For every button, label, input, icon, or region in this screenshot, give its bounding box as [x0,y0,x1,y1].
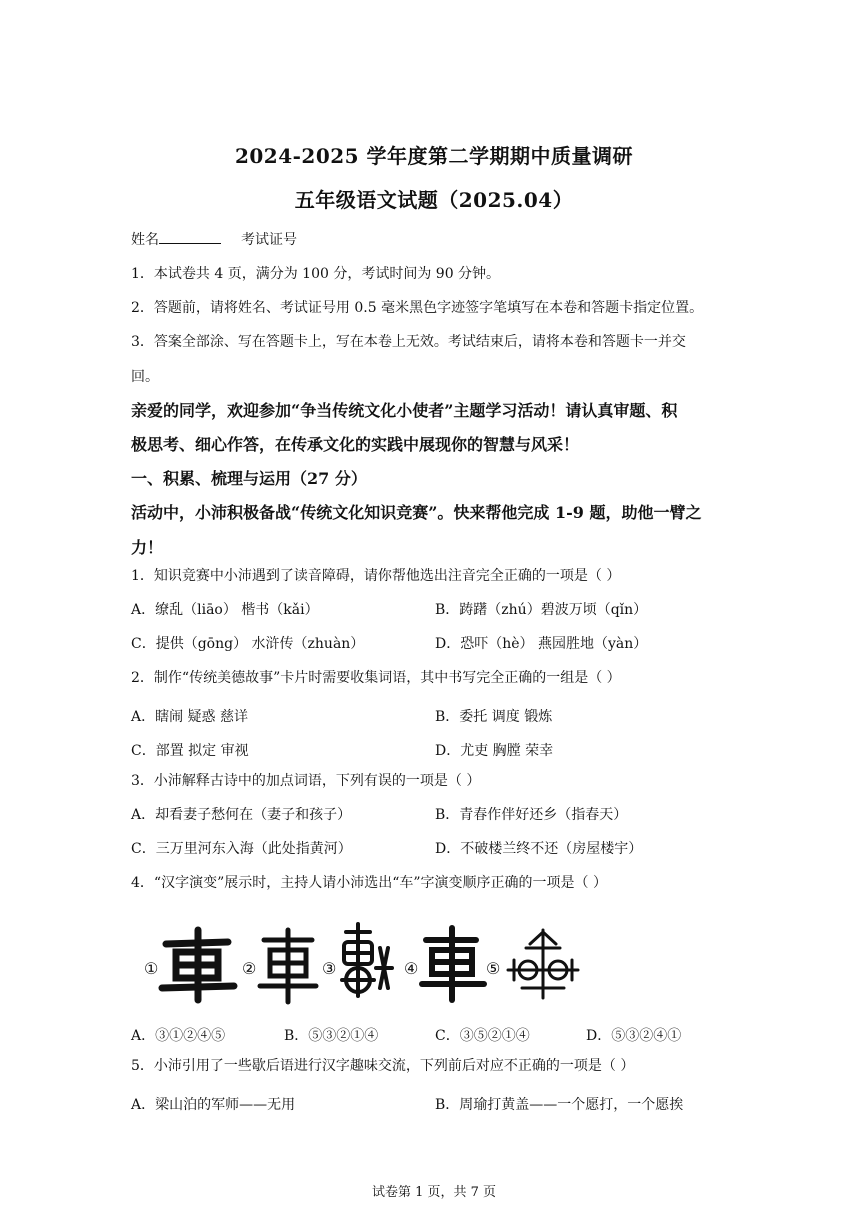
marker-2: ② [242,959,257,978]
activity-line-1: 活动中，小沛积极备战“传统文化知识竞赛”。快来帮他完成 1-9 题，助他一臂之 [131,503,702,522]
exam-subtitle: 五年级语文试题（2025.04） [294,188,574,212]
page-footer: 试卷第 1 页，共 7 页 [371,1185,497,1200]
glyph-3-bronze-script [342,924,392,996]
intro-line-2: 极思考、细心作答，在传承文化的实践中展现你的智慧与风采！ [131,435,580,454]
activity-line-2: 力！ [131,538,164,557]
q2-stem: 2．制作“传统美德故事”卡片时需要收集词语，其中书写完全正确的一组是（ ） [131,670,621,686]
glyph-4-seal-script [422,928,484,1000]
q4-option-c: C．③⑤②①④ [435,1028,530,1044]
q5-stem: 5．小沛引用了一些歇后语进行汉字趣味交流，下列前后对应不正确的一项是（ ） [131,1058,635,1074]
q3-option-a: A．却看妻子愁何在（妻子和孩子） [131,807,352,823]
q4-stem: 4．“汉字演变”展示时，主持人请小沛选出“车”字演变顺序正确的一项是（ ） [131,875,607,891]
name-blank [159,229,221,244]
q1-option-c: C．提供（gōng） 水浒传（zhuàn） [131,636,365,652]
q5-option-b: B．周瑜打黄盖——一个愿打，一个愿挨 [435,1097,684,1113]
glyph-5-oracle-script [508,930,578,998]
q4-option-a: A．③①②④⑤ [131,1028,226,1044]
student-info-line [131,229,297,249]
q1-stem: 1．知识竞赛中小沛遇到了读音障碍，请你帮他选出注音完全正确的一项是（ ） [131,568,621,584]
q2-option-a: A．瞎闹 疑惑 慈详 [131,709,249,725]
q3-option-b: B．青春作伴好还乡（指春天） [435,807,628,823]
instruction-3: 3．答案全部涂、写在答题卡上，写在本卷上无效。考试结束后，请将本卷和答题卡一并交 [131,334,686,350]
exam-title: 2024-2025 学年度第二学期期中质量调研 [234,144,634,168]
instruction-3-cont: 回。 [131,369,159,385]
marker-4: ④ [404,959,419,978]
instruction-1: 1．本试卷共 4 页，满分为 100 分，考试时间为 90 分钟。 [131,266,501,282]
q2-option-b: B．委托 调度 锻炼 [435,709,553,725]
id-label: 考试证号 [241,232,297,248]
glyph-1-regular-script [162,930,234,1000]
q1-option-d: D．恐吓（hè） 燕园胜地（yàn） [435,636,648,652]
q3-option-d: D．不破楼兰终不还（房屋楼宇） [435,841,643,857]
marker-3: ③ [322,959,337,978]
marker-1: ① [144,959,159,978]
q4-option-b: B．⑤③②①④ [284,1028,379,1044]
q5-option-a: A．梁山泊的军师——无用 [131,1097,296,1113]
glyph-2-clerical-script [260,930,316,1002]
section-title: 一、积累、梳理与运用（27 分） [131,469,367,488]
instruction-2: 2．答题前，请将姓名、考试证号用 0.5 毫米黑色字迹签字笔填写在本卷和答题卡指定位置。 [131,300,704,316]
q4-option-d: D．⑤③②④① [586,1028,682,1044]
q3-stem: 3．小沛解释古诗中的加点词语，下列有误的一项是（ ） [131,773,481,789]
q2-option-d: D．尤吏 胸膛 荣幸 [435,743,554,759]
marker-5: ⑤ [486,959,501,978]
q1-option-a: A．缭乱（liāo） 楷书（kǎi） [131,602,319,618]
q2-option-c: C．部置 拟定 审视 [131,743,249,759]
q1-option-b: B．踌躇（zhú）碧波万顷（qǐn） [435,602,648,618]
name-label: 姓名 [131,232,159,248]
character-evolution-figure [142,918,602,1008]
q3-option-c: C．三万里河东入海（此处指黄河） [131,841,352,857]
intro-line-1: 亲爱的同学，欢迎参加“争当传统文化小使者”主题学习活动！请认真审题、积 [131,401,678,420]
